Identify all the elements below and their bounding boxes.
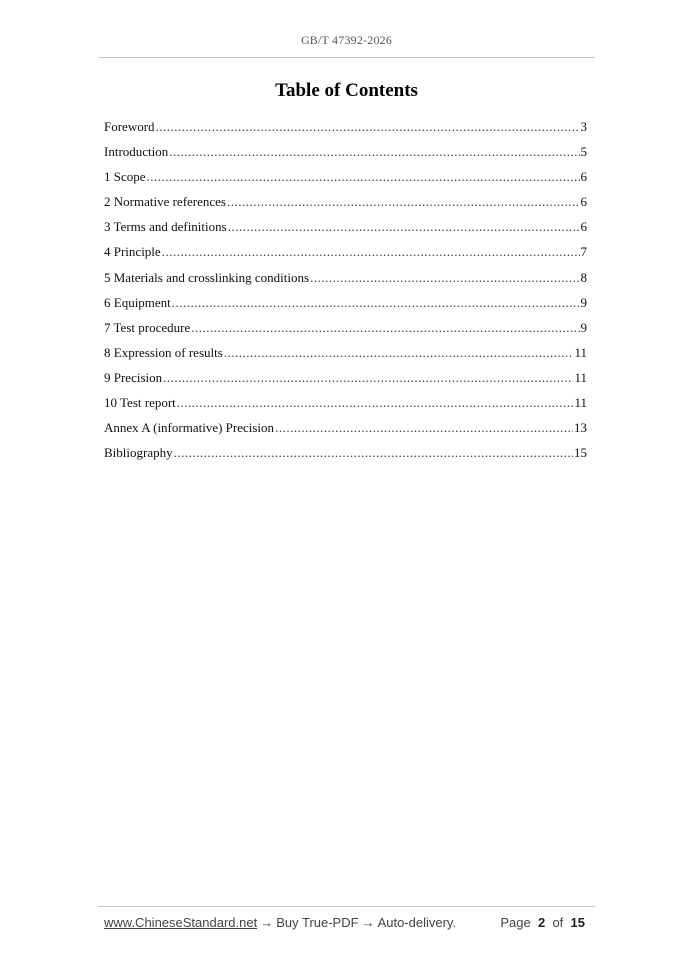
toc-entry[interactable] [104, 117, 587, 142]
toc-entry[interactable] [104, 167, 587, 192]
header-divider [98, 57, 595, 58]
toc-entry-page: 5 [580, 144, 587, 160]
arrow-right-icon: → [361, 915, 375, 930]
page-indicator [500, 915, 585, 930]
toc-entry[interactable] [104, 393, 587, 418]
toc-entry[interactable] [104, 217, 587, 242]
footer-divider [98, 906, 595, 907]
toc-entry-page: 6 [580, 219, 587, 235]
site-link[interactable]: www.ChineseStandard.net [104, 915, 258, 930]
toc-entry-label: 4 Principle [104, 244, 161, 260]
dot-leader [169, 142, 579, 162]
toc-entry-label: Annex A (informative) Precision [104, 420, 275, 436]
toc-entry-label: 8 Expression of results [104, 344, 223, 360]
toc-entry-label: Bibliography [104, 445, 173, 461]
dot-leader [227, 192, 580, 212]
toc-entry-label: 6 Equipment [104, 294, 171, 310]
toc-entry[interactable] [104, 242, 587, 267]
standard-code-header: GB/T 47392-2026 [300, 33, 393, 47]
toc-entry-page: 7 [580, 244, 587, 260]
toc-entry-page: 6 [580, 194, 587, 210]
toc-entry-page: 8 [580, 269, 587, 285]
toc-entry[interactable] [104, 293, 587, 318]
toc-list [104, 117, 587, 468]
toc-entry[interactable] [104, 142, 587, 167]
toc-entry[interactable] [104, 343, 587, 368]
toc-entry-page: 11 [574, 344, 587, 360]
auto-delivery-text: Auto-delivery. [377, 915, 457, 930]
dot-leader [156, 117, 580, 137]
dot-leader [228, 217, 580, 237]
toc-entry-label: Introduction [104, 144, 169, 160]
toc-entry-label: 5 Materials and crosslinking conditions [104, 269, 310, 285]
dot-leader [163, 368, 573, 388]
toc-entry-label: 2 Normative references [104, 194, 226, 210]
dot-leader [174, 443, 573, 463]
dot-leader [147, 167, 580, 187]
toc-title: Table of Contents [275, 80, 418, 101]
toc-entry-page: 11 [574, 395, 587, 411]
page-total: 15 [570, 915, 585, 930]
dot-leader [177, 393, 574, 413]
toc-entry-page: 3 [580, 119, 587, 134]
toc-entry-label: Foreword [104, 119, 155, 134]
dot-leader [191, 318, 579, 338]
toc-entry-label: 10 Test report [104, 395, 176, 411]
dot-leader [275, 418, 573, 438]
toc-entry-page: 13 [574, 420, 587, 436]
toc-entry[interactable] [104, 443, 587, 468]
buy-true-pdf-text: Buy True-PDF [276, 915, 359, 930]
page-of: of [552, 915, 564, 930]
toc-entry[interactable] [104, 418, 587, 443]
toc-entry-page: 9 [580, 294, 587, 310]
toc-entry[interactable] [104, 192, 587, 217]
toc-entry-label: 7 Test procedure [104, 319, 191, 335]
toc-entry-label: 1 Scope [104, 169, 146, 185]
toc-entry-label: 3 Terms and definitions [104, 219, 227, 235]
dot-leader [172, 293, 580, 313]
page-footer [104, 915, 585, 930]
toc-entry-label: 9 Precision [104, 369, 163, 385]
page-current: 2 [537, 915, 546, 930]
toc-entry-page: 9 [580, 319, 587, 335]
dot-leader [162, 242, 580, 262]
toc-entry-page: 11 [574, 369, 587, 385]
dot-leader [310, 268, 579, 288]
toc-entry-page: 6 [580, 169, 587, 185]
toc-entry[interactable] [104, 368, 587, 393]
footer-promo [104, 915, 456, 930]
page-prefix: Page [500, 915, 531, 930]
toc-entry[interactable] [104, 318, 587, 343]
toc-entry-page: 15 [574, 445, 587, 461]
arrow-right-icon: → [260, 915, 274, 930]
toc-entry[interactable] [104, 268, 587, 293]
dot-leader [224, 343, 574, 363]
